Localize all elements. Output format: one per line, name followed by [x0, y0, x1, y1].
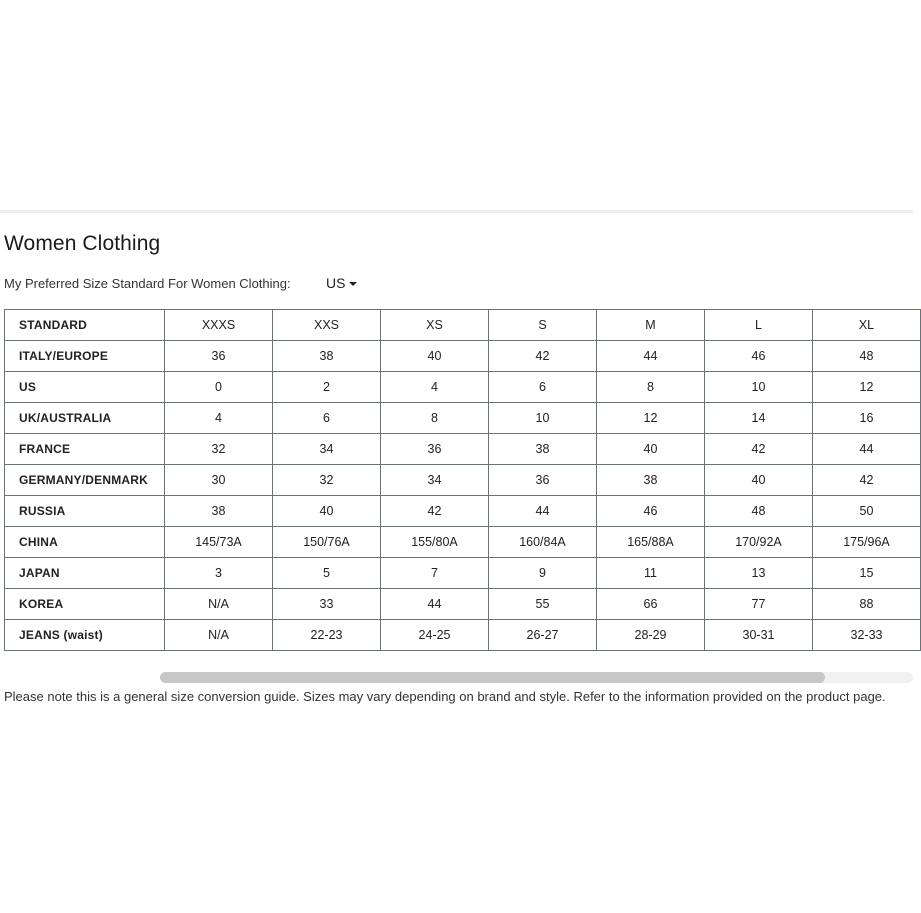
size-cell: 48 — [705, 496, 813, 527]
size-cell: 36 — [381, 434, 489, 465]
size-standard-label: My Preferred Size Standard For Women Clothing: — [4, 275, 291, 291]
header-size: L — [705, 310, 813, 341]
table-row — [5, 403, 921, 434]
table-row — [5, 372, 921, 403]
size-cell: 12 — [597, 403, 705, 434]
size-cell: 42 — [813, 465, 921, 496]
size-cell: 30-31 — [705, 620, 813, 651]
size-cell: 32 — [273, 465, 381, 496]
size-cell: 8 — [381, 403, 489, 434]
table-row — [5, 527, 921, 558]
row-standard-label: ITALY/EUROPE — [5, 341, 165, 372]
size-cell: 0 — [165, 372, 273, 403]
size-cell: 28-29 — [597, 620, 705, 651]
size-cell: 38 — [165, 496, 273, 527]
scrollbar-thumb[interactable] — [160, 672, 825, 683]
header-size: XS — [381, 310, 489, 341]
size-cell: 10 — [705, 372, 813, 403]
size-cell: 46 — [597, 496, 705, 527]
size-cell: 34 — [273, 434, 381, 465]
caret-down-icon — [349, 282, 357, 286]
header-standard: STANDARD — [5, 310, 165, 341]
size-cell: 40 — [705, 465, 813, 496]
size-cell: 88 — [813, 589, 921, 620]
size-cell: 33 — [273, 589, 381, 620]
size-cell: 42 — [489, 341, 597, 372]
top-divider — [0, 210, 913, 213]
size-cell: 32-33 — [813, 620, 921, 651]
header-size: XL — [813, 310, 921, 341]
size-cell: 3 — [165, 558, 273, 589]
size-cell: 165/88A — [597, 527, 705, 558]
size-cell: 170/92A — [705, 527, 813, 558]
size-conversion-table — [4, 309, 921, 651]
size-cell: 66 — [597, 589, 705, 620]
size-cell: 40 — [597, 434, 705, 465]
size-standard-selected: US — [326, 275, 346, 291]
size-cell: 6 — [273, 403, 381, 434]
header-size: XXXS — [165, 310, 273, 341]
row-standard-label: GERMANY/DENMARK — [5, 465, 165, 496]
size-cell: N/A — [165, 620, 273, 651]
size-cell: 36 — [489, 465, 597, 496]
size-cell: 44 — [489, 496, 597, 527]
size-cell: 145/73A — [165, 527, 273, 558]
size-cell: 9 — [489, 558, 597, 589]
size-standard-preference — [4, 274, 357, 292]
row-standard-label: CHINA — [5, 527, 165, 558]
table-header-row — [5, 310, 921, 341]
size-cell: 46 — [705, 341, 813, 372]
table-row — [5, 465, 921, 496]
size-cell: 150/76A — [273, 527, 381, 558]
size-cell: 24-25 — [381, 620, 489, 651]
size-cell: 42 — [381, 496, 489, 527]
header-size: M — [597, 310, 705, 341]
size-cell: N/A — [165, 589, 273, 620]
size-cell: 155/80A — [381, 527, 489, 558]
size-cell: 13 — [705, 558, 813, 589]
size-cell: 48 — [813, 341, 921, 372]
size-table-container — [4, 309, 913, 686]
size-cell: 12 — [813, 372, 921, 403]
size-cell: 38 — [273, 341, 381, 372]
size-cell: 6 — [489, 372, 597, 403]
table-row — [5, 558, 921, 589]
size-cell: 22-23 — [273, 620, 381, 651]
section-title: Women Clothing — [4, 232, 161, 255]
size-cell: 7 — [381, 558, 489, 589]
size-cell: 8 — [597, 372, 705, 403]
size-cell: 30 — [165, 465, 273, 496]
size-cell: 40 — [381, 341, 489, 372]
size-cell: 4 — [165, 403, 273, 434]
size-cell: 10 — [489, 403, 597, 434]
size-cell: 44 — [597, 341, 705, 372]
size-cell: 44 — [381, 589, 489, 620]
size-cell: 26-27 — [489, 620, 597, 651]
header-size: S — [489, 310, 597, 341]
size-cell: 42 — [705, 434, 813, 465]
table-row — [5, 589, 921, 620]
header-size: XXS — [273, 310, 381, 341]
size-cell: 55 — [489, 589, 597, 620]
size-cell: 14 — [705, 403, 813, 434]
table-row — [5, 620, 921, 651]
size-note-text: Please note this is a general size conversion guide. Sizes may vary depending on brand and style. Refer to the information provided on the product page. — [4, 689, 886, 704]
row-standard-label: US — [5, 372, 165, 403]
size-cell: 77 — [705, 589, 813, 620]
horizontal-scrollbar[interactable] — [160, 672, 913, 683]
size-cell: 34 — [381, 465, 489, 496]
size-cell: 36 — [165, 341, 273, 372]
size-cell: 40 — [273, 496, 381, 527]
table-row — [5, 434, 921, 465]
size-cell: 16 — [813, 403, 921, 434]
size-cell: 2 — [273, 372, 381, 403]
size-cell: 32 — [165, 434, 273, 465]
size-cell: 4 — [381, 372, 489, 403]
row-standard-label: FRANCE — [5, 434, 165, 465]
row-standard-label: UK/AUSTRALIA — [5, 403, 165, 434]
size-cell: 38 — [489, 434, 597, 465]
row-standard-label: KOREA — [5, 589, 165, 620]
row-standard-label: JEANS (waist) — [5, 620, 165, 651]
size-cell: 15 — [813, 558, 921, 589]
size-cell: 11 — [597, 558, 705, 589]
row-standard-label: JAPAN — [5, 558, 165, 589]
size-cell: 44 — [813, 434, 921, 465]
row-standard-label: RUSSIA — [5, 496, 165, 527]
size-standard-dropdown[interactable] — [326, 275, 357, 291]
size-cell: 175/96A — [813, 527, 921, 558]
table-row — [5, 341, 921, 372]
size-cell: 50 — [813, 496, 921, 527]
size-cell: 38 — [597, 465, 705, 496]
size-cell: 160/84A — [489, 527, 597, 558]
size-cell: 5 — [273, 558, 381, 589]
table-row — [5, 496, 921, 527]
